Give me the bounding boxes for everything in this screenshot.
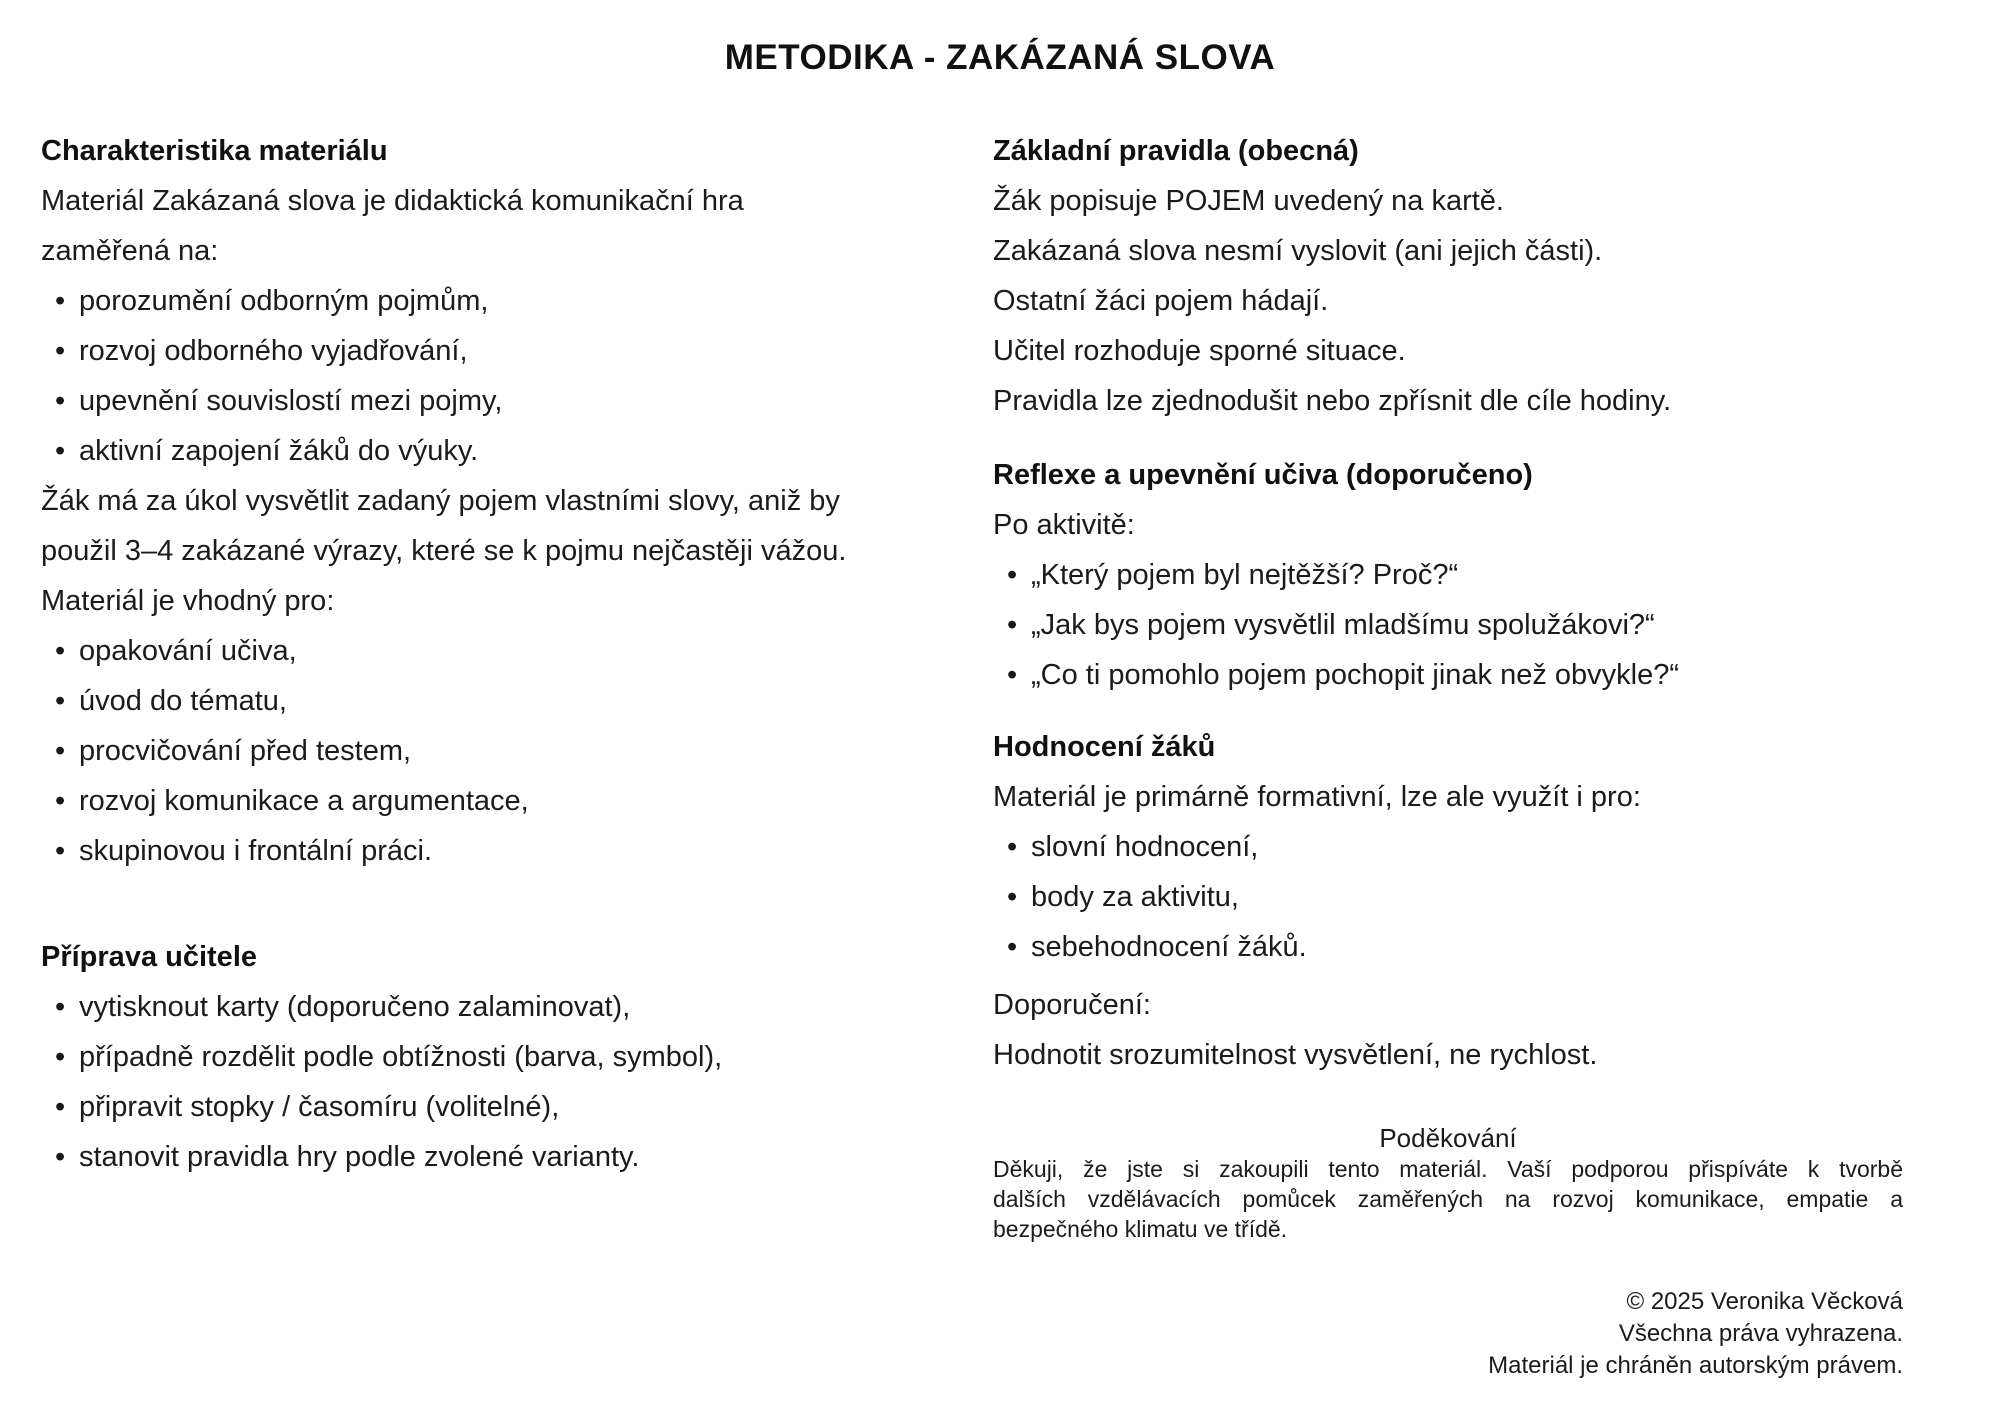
list-item-text: „Co ti pomohlo pojem pochopit jinak než obvykle?“ xyxy=(1031,659,1680,691)
steps-list xyxy=(41,982,946,1182)
list-item xyxy=(41,726,946,776)
list-item-text: rozvoj komunikace a argumentace, xyxy=(79,785,529,817)
list-item xyxy=(993,650,1903,700)
list-item xyxy=(993,550,1903,600)
list-item-text: sebehodnocení žáků. xyxy=(1031,931,1307,963)
list-item-text: aktivní zapojení žáků do výuky. xyxy=(79,435,479,467)
paragraph-line: Materiál je vhodný pro: xyxy=(41,585,335,617)
list-item-text: úvod do tématu, xyxy=(79,685,287,717)
bullet-icon xyxy=(55,776,65,826)
paragraph-line: Po aktivitě: xyxy=(993,509,1135,541)
section-heading-reflexe: Reflexe a upevnění učiva (doporučeno) xyxy=(993,459,1533,491)
list-item-text: upevnění souvislostí mezi pojmy, xyxy=(79,385,503,417)
thanks-paragraph-line: bezpečného klimatu ve třídě. xyxy=(993,1216,1288,1242)
section-charakteristika xyxy=(41,126,946,876)
bullet-icon xyxy=(55,326,65,376)
list-item-text: případně rozdělit podle obtížnosti (barva, symbol), xyxy=(79,1041,723,1073)
bullet-icon xyxy=(55,1032,65,1082)
thanks-paragraph-line: Děkuji, že jste si zakoupili tento materiál. Vaší podporou přispíváte k tvorbě xyxy=(993,1156,1903,1182)
list-item xyxy=(993,822,1903,872)
bullet-icon xyxy=(55,276,65,326)
right-column xyxy=(993,126,1903,1244)
paragraph-line: Pravidla lze zjednodušit nebo zpřísnit dle cíle hodiny. xyxy=(993,385,1672,417)
list-item-text: procvičování před testem, xyxy=(79,735,412,767)
copyright-line: © 2025 Veronika Věcková xyxy=(1626,1288,1903,1315)
paragraph-line: zaměřená na: xyxy=(41,235,219,267)
paragraph-line: Materiál Zakázaná slova je didaktická komunikační hra xyxy=(41,185,744,217)
list-item xyxy=(41,276,946,326)
paragraph-line: Zakázaná slova nesmí vyslovit (ani jejich části). xyxy=(993,235,1603,267)
section-podekovani xyxy=(993,1122,1903,1244)
paragraph-line: Učitel rozhoduje sporné situace. xyxy=(993,335,1406,367)
list-item-text: „Jak bys pojem vysvětlil mladšímu spolužákovi?“ xyxy=(1031,609,1655,641)
bullet-icon xyxy=(55,376,65,426)
section-heading-pravidla: Základní pravidla (obecná) xyxy=(993,135,1359,167)
footer xyxy=(1488,1286,1903,1382)
thanks-paragraph-line: dalších vzdělávacích pomůcek zaměřených na rozvoj komunikace, empatie a xyxy=(993,1186,1903,1212)
list-item xyxy=(41,1132,946,1182)
list-item xyxy=(41,626,946,676)
list-item-text: porozumění odborným pojmům, xyxy=(79,285,489,317)
list-item xyxy=(41,426,946,476)
bullet-icon xyxy=(1007,872,1017,922)
list-item xyxy=(993,872,1903,922)
list-item-text: „Který pojem byl nejtěžší? Proč?“ xyxy=(1031,559,1459,591)
protection-line: Materiál je chráněn autorským právem. xyxy=(1488,1352,1903,1379)
section-priprava xyxy=(41,932,946,1182)
section-heading-priprava: Příprava učitele xyxy=(41,941,257,973)
page-title: METODIKA - ZAKÁZANÁ SLOVA xyxy=(724,38,1276,77)
bullet-icon xyxy=(55,676,65,726)
list-item xyxy=(41,1082,946,1132)
bullet-icon xyxy=(1007,650,1017,700)
list-item-text: stanovit pravidla hry podle zvolené varianty. xyxy=(79,1141,640,1173)
section-heading-charakteristika: Charakteristika materiálu xyxy=(41,135,388,167)
note-label: Doporučení: xyxy=(993,989,1151,1021)
goals-list xyxy=(41,276,946,476)
bullet-icon xyxy=(55,826,65,876)
section-pravidla xyxy=(993,126,1903,426)
list-item-text: body za aktivitu, xyxy=(1031,881,1239,913)
list-item xyxy=(41,376,946,426)
bullet-icon xyxy=(55,1082,65,1132)
thanks-heading: Poděkování xyxy=(1379,1123,1517,1153)
bullet-icon xyxy=(55,726,65,776)
list-item xyxy=(41,776,946,826)
section-heading-hodnoceni: Hodnocení žáků xyxy=(993,731,1216,763)
paragraph-line: použil 3–4 zakázané výrazy, které se k pojmu nejčastěji vážou. xyxy=(41,535,847,567)
bullet-icon xyxy=(55,982,65,1032)
list-item xyxy=(41,982,946,1032)
list-item-text: opakování učiva, xyxy=(79,635,297,667)
list-item-text: skupinovou i frontální práci. xyxy=(79,835,433,867)
bullet-icon xyxy=(55,426,65,476)
list-item-text: připravit stopky / časomíru (volitelné), xyxy=(79,1091,560,1123)
bullet-icon xyxy=(1007,822,1017,872)
bullet-icon xyxy=(55,626,65,676)
options-list xyxy=(993,822,1903,972)
list-item xyxy=(41,326,946,376)
rights-line: Všechna práva vyhrazena. xyxy=(1618,1320,1903,1347)
section-reflexe xyxy=(993,450,1903,700)
paragraph-line: Žák popisuje POJEM uvedený na kartě. xyxy=(993,185,1504,217)
list-item xyxy=(41,1032,946,1082)
bullet-icon xyxy=(55,1132,65,1182)
list-item-text: rozvoj odborného vyjadřování, xyxy=(79,335,468,367)
paragraph-line: Ostatní žáci pojem hádají. xyxy=(993,285,1329,317)
list-item-text: vytisknout karty (doporučeno zalaminovat), xyxy=(79,991,631,1023)
list-item xyxy=(41,826,946,876)
uses-list xyxy=(41,626,946,876)
list-item-text: slovní hodnocení, xyxy=(1031,831,1259,863)
questions-list xyxy=(993,550,1903,700)
note-text: Hodnotit srozumitelnost vysvětlení, ne rychlost. xyxy=(993,1039,1598,1071)
bullet-icon xyxy=(1007,600,1017,650)
left-column xyxy=(41,126,946,1182)
paragraph-line: Žák má za úkol vysvětlit zadaný pojem vlastními slovy, aniž by xyxy=(41,485,840,517)
list-item xyxy=(41,676,946,726)
bullet-icon xyxy=(1007,550,1017,600)
section-hodnoceni xyxy=(993,722,1903,1080)
bullet-icon xyxy=(1007,922,1017,972)
list-item xyxy=(993,922,1903,972)
list-item xyxy=(993,600,1903,650)
paragraph-line: Materiál je primárně formativní, lze ale využít i pro: xyxy=(993,781,1641,813)
